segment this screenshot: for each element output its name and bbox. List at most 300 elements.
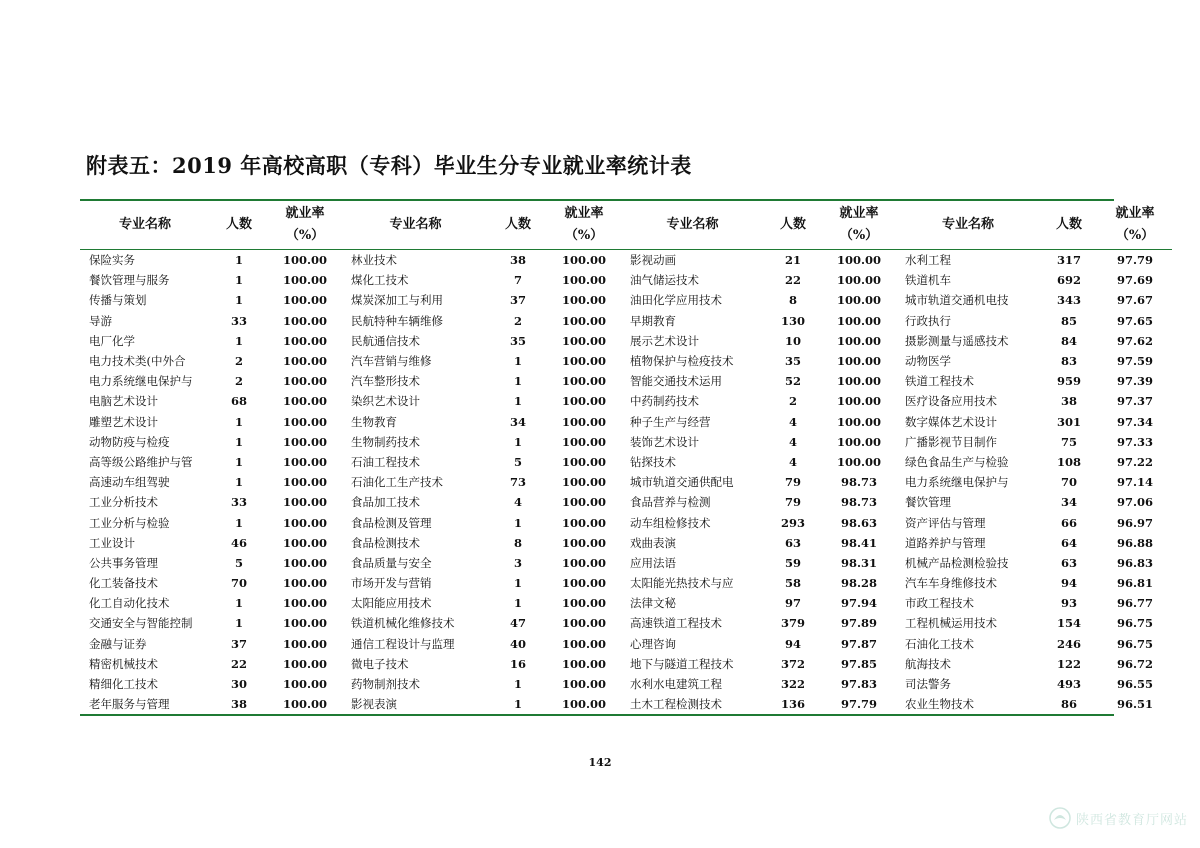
count-cell: 2	[234, 354, 243, 369]
rate-cell: 98.28	[840, 576, 877, 591]
count-cell: 136	[780, 697, 805, 712]
count-cell: 47	[509, 616, 526, 631]
rate-cell: 100.00	[282, 434, 327, 449]
major-name-cell: 航海技术	[905, 656, 951, 671]
rate-cell: 100.00	[561, 273, 606, 288]
count-cell: 52	[784, 374, 801, 389]
major-name-cell: 食品检测技术	[351, 535, 420, 550]
rate-cell: 96.55	[1116, 677, 1153, 692]
count-cell: 33	[230, 313, 247, 328]
rate-cell: 100.00	[836, 313, 881, 328]
major-name-cell: 机械产品检测检验技	[905, 555, 1009, 570]
rate-cell: 96.77	[1116, 596, 1153, 611]
count-cell: 1	[234, 616, 243, 631]
count-cell: 3	[513, 555, 522, 570]
count-cell: 1	[234, 414, 243, 429]
table-row	[80, 371, 1172, 391]
major-name-cell: 动物防疫与检疫	[89, 434, 170, 449]
table-row	[80, 331, 1172, 351]
major-name-cell: 公共事务管理	[89, 555, 158, 570]
rate-cell: 100.00	[282, 475, 327, 490]
count-cell: 84	[1060, 333, 1077, 348]
major-name-cell: 食品检测及管理	[351, 515, 432, 530]
rate-cell: 100.00	[561, 293, 606, 308]
rate-cell: 100.00	[282, 313, 327, 328]
header-rate-line2: （%）	[564, 228, 604, 243]
major-name-cell: 土木工程检测技术	[630, 697, 722, 712]
count-cell: 10	[784, 333, 801, 348]
rate-cell: 98.73	[840, 495, 877, 510]
header-count: 人数	[764, 201, 822, 250]
count-cell: 493	[1056, 677, 1081, 692]
header-rate-line2: （%）	[1115, 228, 1155, 243]
major-name-cell: 数字媒体艺术设计	[905, 414, 997, 429]
count-cell: 1	[234, 253, 243, 268]
rate-cell: 100.00	[836, 273, 881, 288]
rate-cell: 96.81	[1116, 576, 1153, 591]
major-name-cell: 工业分析技术	[89, 495, 158, 510]
count-cell: 70	[1060, 475, 1077, 490]
major-name-cell: 城市轨道交通供配电	[630, 475, 734, 490]
major-name-cell: 餐饮管理	[905, 495, 951, 510]
rate-cell: 98.41	[840, 535, 877, 550]
count-cell: 317	[1056, 253, 1081, 268]
count-cell: 79	[784, 475, 801, 490]
count-cell: 1	[513, 697, 522, 712]
rate-cell: 100.00	[561, 535, 606, 550]
count-cell: 1	[234, 596, 243, 611]
count-cell: 94	[1060, 576, 1077, 591]
rate-cell: 100.00	[282, 636, 327, 651]
major-name-cell: 装饰艺术设计	[630, 434, 699, 449]
rate-cell: 100.00	[561, 434, 606, 449]
count-cell: 34	[1060, 495, 1077, 510]
major-name-cell: 太阳能光热技术与应	[630, 576, 734, 591]
table-row	[80, 654, 1172, 674]
count-cell: 1	[513, 354, 522, 369]
rate-cell: 100.00	[282, 596, 327, 611]
count-cell: 79	[784, 495, 801, 510]
watermark-logo-icon	[1048, 806, 1072, 830]
table-row	[80, 613, 1172, 633]
major-name-cell: 电力系统继电保护与	[89, 374, 193, 389]
table-row	[80, 472, 1172, 492]
major-name-cell: 市政工程技术	[905, 596, 974, 611]
major-name-cell: 药物制剂技术	[351, 677, 420, 692]
major-name-cell: 石油工程技术	[351, 454, 420, 469]
major-name-cell: 民航特种车辆维修	[351, 313, 443, 328]
table-row	[80, 512, 1172, 532]
rate-cell: 100.00	[561, 414, 606, 429]
rate-cell: 100.00	[836, 354, 881, 369]
rate-cell: 96.75	[1116, 616, 1153, 631]
major-name-cell: 电脑艺术设计	[89, 394, 158, 409]
count-cell: 130	[780, 313, 805, 328]
rate-cell: 100.00	[561, 677, 606, 692]
major-name-cell: 城市轨道交通机电技	[905, 293, 1009, 308]
major-name-cell: 工业设计	[89, 535, 135, 550]
rate-cell: 100.00	[561, 636, 606, 651]
count-cell: 93	[1060, 596, 1077, 611]
table-row	[80, 432, 1172, 452]
major-name-cell: 生物制药技术	[351, 434, 420, 449]
major-name-cell: 资产评估与管理	[905, 515, 986, 530]
count-cell: 73	[509, 475, 526, 490]
rate-cell: 97.89	[840, 616, 877, 631]
major-name-cell: 老年服务与管理	[89, 697, 170, 712]
header-major-name: 专业名称	[896, 201, 1040, 250]
header-rate	[547, 201, 621, 250]
count-cell: 1	[513, 394, 522, 409]
count-cell: 4	[788, 454, 797, 469]
rate-cell: 100.00	[836, 454, 881, 469]
table-row	[80, 674, 1172, 694]
table-row	[80, 492, 1172, 512]
major-name-cell: 雕塑艺术设计	[89, 414, 158, 429]
count-cell: 37	[509, 293, 526, 308]
count-cell: 1	[513, 596, 522, 611]
rate-cell: 97.67	[1116, 293, 1153, 308]
rate-cell: 100.00	[836, 374, 881, 389]
count-cell: 2	[513, 313, 522, 328]
count-cell: 94	[784, 636, 801, 651]
page-number: 142	[588, 756, 612, 769]
major-name-cell: 民航通信技术	[351, 333, 420, 348]
count-cell: 372	[780, 656, 805, 671]
count-cell: 40	[509, 636, 526, 651]
count-cell: 1	[234, 293, 243, 308]
major-name-cell: 工程机械运用技术	[905, 616, 997, 631]
count-cell: 692	[1056, 273, 1081, 288]
count-cell: 4	[788, 414, 797, 429]
major-name-cell: 电力技术类(中外合	[89, 354, 186, 369]
major-name-cell: 种子生产与经营	[630, 414, 711, 429]
table-row	[80, 533, 1172, 553]
count-cell: 38	[230, 697, 247, 712]
major-name-cell: 微电子技术	[351, 656, 409, 671]
count-cell: 1	[234, 333, 243, 348]
rate-cell: 100.00	[561, 454, 606, 469]
rate-cell: 97.85	[840, 656, 877, 671]
count-cell: 30	[230, 677, 247, 692]
count-cell: 16	[509, 656, 526, 671]
count-cell: 1	[513, 515, 522, 530]
major-name-cell: 汽车营销与维修	[351, 354, 432, 369]
rate-cell: 97.14	[1116, 475, 1153, 490]
major-name-cell: 食品营养与检测	[630, 495, 711, 510]
header-count: 人数	[210, 201, 268, 250]
rate-cell: 100.00	[561, 656, 606, 671]
count-cell: 33	[230, 495, 247, 510]
count-cell: 1	[234, 454, 243, 469]
rate-cell: 100.00	[561, 697, 606, 712]
rate-cell: 96.51	[1116, 697, 1153, 712]
major-name-cell: 钻探技术	[630, 454, 676, 469]
major-name-cell: 司法警务	[905, 677, 951, 692]
header-rate-line1: 就业率	[564, 206, 604, 221]
major-name-cell: 传播与策划	[89, 293, 147, 308]
major-name-cell: 高等级公路维护与管	[89, 454, 193, 469]
rate-cell: 100.00	[561, 515, 606, 530]
rate-cell: 100.00	[561, 313, 606, 328]
count-cell: 38	[509, 253, 526, 268]
major-name-cell: 汽车车身维修技术	[905, 576, 997, 591]
table-row	[80, 553, 1172, 573]
major-name-cell: 道路养护与管理	[905, 535, 986, 550]
rate-cell: 98.63	[840, 515, 877, 530]
rate-cell: 100.00	[836, 434, 881, 449]
major-name-cell: 法律文秘	[630, 596, 676, 611]
major-name-cell: 市场开发与营销	[351, 576, 432, 591]
rate-cell: 97.83	[840, 677, 877, 692]
count-cell: 293	[780, 515, 805, 530]
count-cell: 59	[784, 555, 801, 570]
header-major-name: 专业名称	[342, 201, 489, 250]
table-row	[80, 412, 1172, 432]
major-name-cell: 汽车整形技术	[351, 374, 420, 389]
rate-cell: 100.00	[282, 273, 327, 288]
count-cell: 1	[513, 434, 522, 449]
rate-cell: 98.73	[840, 475, 877, 490]
count-cell: 58	[784, 576, 801, 591]
watermark	[1048, 806, 1188, 830]
header-major-name: 专业名称	[621, 201, 764, 250]
count-cell: 379	[780, 616, 805, 631]
major-name-cell: 通信工程设计与监理	[351, 636, 455, 651]
major-name-cell: 染织艺术设计	[351, 394, 420, 409]
rate-cell: 100.00	[836, 414, 881, 429]
count-cell: 34	[509, 414, 526, 429]
rate-cell: 97.33	[1116, 434, 1153, 449]
count-cell: 154	[1056, 616, 1081, 631]
rate-cell: 100.00	[561, 596, 606, 611]
rate-cell: 100.00	[561, 333, 606, 348]
rate-cell: 100.00	[282, 697, 327, 712]
major-name-cell: 金融与证券	[89, 636, 147, 651]
major-name-cell: 食品质量与安全	[351, 555, 432, 570]
header-major-name: 专业名称	[80, 201, 210, 250]
table-body	[80, 250, 1172, 715]
table-row	[80, 250, 1172, 271]
count-cell: 35	[784, 354, 801, 369]
rate-cell: 100.00	[561, 495, 606, 510]
rate-cell: 100.00	[282, 333, 327, 348]
watermark-text: 陕西省教育厅网站	[1075, 812, 1188, 828]
major-name-cell: 交通安全与智能控制	[89, 616, 193, 631]
rate-cell: 100.00	[282, 535, 327, 550]
rate-cell: 97.39	[1116, 374, 1153, 389]
major-name-cell: 戏曲表演	[630, 535, 676, 550]
count-cell: 108	[1056, 454, 1081, 469]
count-cell: 63	[1060, 555, 1077, 570]
major-name-cell: 保险实务	[89, 253, 135, 268]
major-name-cell: 精密机械技术	[89, 656, 158, 671]
rate-cell: 100.00	[282, 454, 327, 469]
rate-cell: 96.97	[1116, 515, 1153, 530]
major-name-cell: 工业分析与检验	[89, 515, 170, 530]
rate-cell: 100.00	[282, 414, 327, 429]
major-name-cell: 林业技术	[351, 253, 397, 268]
rate-cell: 97.69	[1116, 273, 1153, 288]
count-cell: 35	[509, 333, 526, 348]
major-name-cell: 水利水电建筑工程	[630, 677, 722, 692]
table-row	[80, 452, 1172, 472]
major-name-cell: 电厂化学	[89, 333, 135, 348]
count-cell: 46	[230, 535, 247, 550]
rate-cell: 100.00	[282, 555, 327, 570]
major-name-cell: 煤炭深加工与利用	[351, 293, 443, 308]
header-rate-line2: （%）	[839, 228, 879, 243]
count-cell: 22	[784, 273, 801, 288]
rate-cell: 100.00	[282, 656, 327, 671]
rate-cell: 96.72	[1116, 656, 1153, 671]
major-name-cell: 高速动车组驾驶	[89, 475, 170, 490]
employment-rate-table-container	[80, 199, 1155, 716]
major-name-cell: 影视表演	[351, 697, 397, 712]
count-cell: 64	[1060, 535, 1077, 550]
rate-cell: 100.00	[836, 253, 881, 268]
count-cell: 68	[230, 394, 247, 409]
table-row	[80, 694, 1172, 714]
major-name-cell: 心理咨询	[630, 636, 676, 651]
major-name-cell: 导游	[89, 313, 112, 328]
rate-cell: 100.00	[836, 333, 881, 348]
rate-cell: 100.00	[561, 354, 606, 369]
rate-cell: 100.00	[561, 576, 606, 591]
major-name-cell: 中药制药技术	[630, 394, 699, 409]
count-cell: 1	[513, 677, 522, 692]
major-name-cell: 精细化工技术	[89, 677, 158, 692]
major-name-cell: 高速铁道工程技术	[630, 616, 722, 631]
count-cell: 343	[1056, 293, 1081, 308]
major-name-cell: 智能交通技术运用	[630, 374, 722, 389]
major-name-cell: 电力系统继电保护与	[905, 475, 1009, 490]
major-name-cell: 油气储运技术	[630, 273, 699, 288]
rate-cell: 100.00	[561, 555, 606, 570]
rate-cell: 97.59	[1116, 354, 1153, 369]
rate-cell: 100.00	[282, 293, 327, 308]
major-name-cell: 行政执行	[905, 313, 951, 328]
major-name-cell: 油田化学应用技术	[630, 293, 722, 308]
major-name-cell: 植物保护与检疫技术	[630, 354, 734, 369]
rate-cell: 100.00	[282, 616, 327, 631]
count-cell: 86	[1060, 697, 1077, 712]
count-cell: 1	[234, 273, 243, 288]
count-cell: 4	[788, 434, 797, 449]
count-cell: 322	[780, 677, 805, 692]
major-name-cell: 煤化工技术	[351, 273, 409, 288]
count-cell: 83	[1060, 354, 1077, 369]
count-cell: 2	[234, 374, 243, 389]
rate-cell: 97.79	[840, 697, 877, 712]
rate-cell: 100.00	[282, 374, 327, 389]
major-name-cell: 展示艺术设计	[630, 333, 699, 348]
count-cell: 1	[513, 576, 522, 591]
count-cell: 1	[513, 374, 522, 389]
major-name-cell: 医疗设备应用技术	[905, 394, 997, 409]
major-name-cell: 石油化工技术	[905, 636, 974, 651]
major-name-cell: 地下与隧道工程技术	[630, 656, 734, 671]
rate-cell: 100.00	[282, 677, 327, 692]
rate-cell: 100.00	[561, 253, 606, 268]
rate-cell: 96.75	[1116, 636, 1153, 651]
major-name-cell: 铁道工程技术	[905, 374, 974, 389]
major-name-cell: 太阳能应用技术	[351, 596, 432, 611]
rate-cell: 100.00	[561, 475, 606, 490]
count-cell: 122	[1056, 656, 1081, 671]
table-row	[80, 270, 1172, 290]
count-cell: 70	[230, 576, 247, 591]
major-name-cell: 广播影视节目制作	[905, 434, 997, 449]
major-name-cell: 铁道机械化维修技术	[351, 616, 455, 631]
major-name-cell: 早期教育	[630, 313, 676, 328]
employment-rate-table	[80, 201, 1172, 714]
major-name-cell: 铁道机车	[905, 273, 951, 288]
major-name-cell: 石油化工生产技术	[351, 475, 443, 490]
header-rate	[1098, 201, 1172, 250]
table-row	[80, 351, 1172, 371]
rate-cell: 97.06	[1116, 495, 1153, 510]
major-name-cell: 动车组检修技术	[630, 515, 711, 530]
major-name-cell: 化工装备技术	[89, 576, 158, 591]
rate-cell: 96.88	[1116, 535, 1153, 550]
major-name-cell: 农业生物技术	[905, 697, 974, 712]
rate-cell: 98.31	[840, 555, 877, 570]
rate-cell: 100.00	[561, 394, 606, 409]
major-name-cell: 生物教育	[351, 414, 397, 429]
count-cell: 97	[784, 596, 801, 611]
header-rate	[268, 201, 342, 250]
rate-cell: 100.00	[561, 374, 606, 389]
rate-cell: 97.62	[1116, 333, 1153, 348]
major-name-cell: 化工自动化技术	[89, 596, 170, 611]
table-header-row	[80, 201, 1172, 250]
header-rate-line1: 就业率	[285, 206, 325, 221]
major-name-cell: 应用法语	[630, 555, 676, 570]
rate-cell: 97.22	[1116, 454, 1153, 469]
count-cell: 66	[1060, 515, 1077, 530]
rate-cell: 100.00	[282, 515, 327, 530]
count-cell: 22	[230, 656, 247, 671]
header-count: 人数	[1040, 201, 1098, 250]
count-cell: 8	[788, 293, 797, 308]
major-name-cell: 摄影测量与遥感技术	[905, 333, 1009, 348]
count-cell: 301	[1056, 414, 1081, 429]
count-cell: 2	[788, 394, 797, 409]
header-count: 人数	[489, 201, 547, 250]
table-row	[80, 391, 1172, 411]
count-cell: 63	[784, 535, 801, 550]
rate-cell: 100.00	[282, 354, 327, 369]
rate-cell: 97.65	[1116, 313, 1153, 328]
count-cell: 21	[784, 253, 801, 268]
rate-cell: 100.00	[282, 253, 327, 268]
major-name-cell: 餐饮管理与服务	[89, 273, 170, 288]
major-name-cell: 绿色食品生产与检验	[905, 454, 1009, 469]
header-rate-line1: 就业率	[839, 206, 879, 221]
count-cell: 1	[234, 475, 243, 490]
count-cell: 37	[230, 636, 247, 651]
rate-cell: 100.00	[836, 293, 881, 308]
header-rate-line1: 就业率	[1115, 206, 1155, 221]
major-name-cell: 影视动画	[630, 253, 676, 268]
rate-cell: 97.79	[1116, 253, 1153, 268]
rate-cell: 100.00	[282, 394, 327, 409]
count-cell: 1	[234, 434, 243, 449]
rate-cell: 100.00	[836, 394, 881, 409]
table-row	[80, 311, 1172, 331]
rate-cell: 97.94	[840, 596, 877, 611]
